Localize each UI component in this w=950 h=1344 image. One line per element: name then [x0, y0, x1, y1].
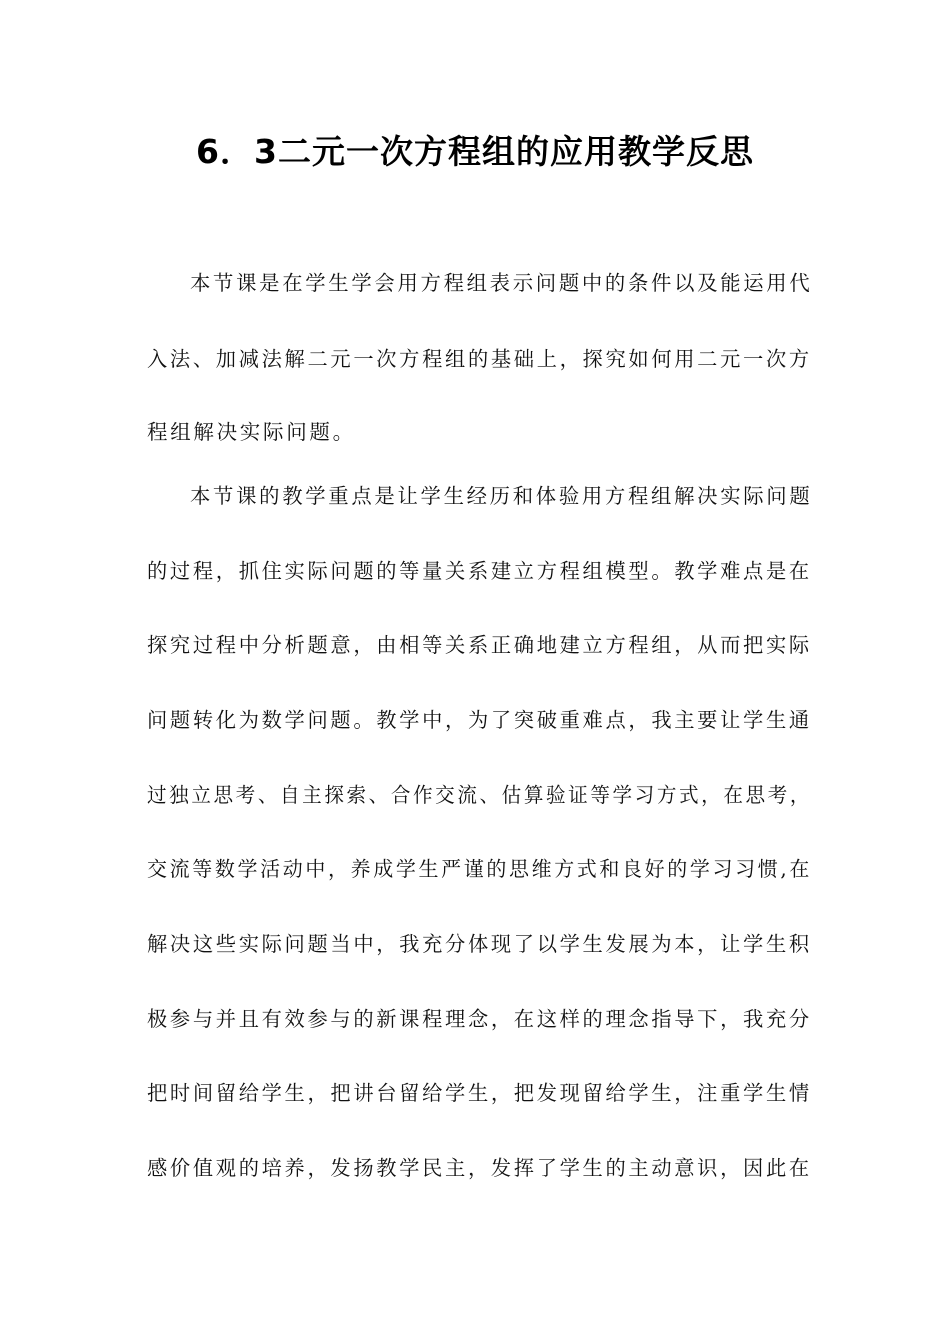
paragraph-line: 极参与并且有效参与的新课程理念，在这样的理念指导下，我充分: [147, 1007, 812, 1031]
paragraph-line: 过独立思考、自主探索、合作交流、估算验证等学习方式，在思考，: [147, 783, 812, 807]
paragraph-line: 问题转化为数学问题。教学中，为了突破重难点，我主要让学生通: [147, 708, 812, 732]
paragraph-line: 交流等数学活动中，养成学生严谨的思维方式和良好的学习习惯,在: [147, 857, 813, 881]
paragraph-line: 感价值观的培养，发扬教学民主，发挥了学生的主动意识，因此在: [147, 1156, 812, 1180]
document-title: 6．3二元一次方程组的应用教学反思: [196, 132, 754, 171]
paragraph-line: 解决这些实际问题当中，我充分体现了以学生发展为本，让学生积: [147, 932, 812, 956]
paragraph-line: 本节课是在学生学会用方程组表示问题中的条件以及能运用代: [190, 271, 813, 295]
paragraph-line: 入法、加减法解二元一次方程组的基础上，探究如何用二元一次方: [147, 347, 812, 371]
paragraph-line: 的过程，抓住实际问题的等量关系建立方程组模型。教学难点是在: [147, 559, 812, 583]
paragraph-line: 本节课的教学重点是让学生经历和体验用方程组解决实际问题: [190, 484, 813, 508]
paragraph-line: 把时间留给学生，把讲台留给学生，把发现留给学生，注重学生情: [147, 1081, 812, 1105]
paragraph-line: 探究过程中分析题意，由相等关系正确地建立方程组，从而把实际: [147, 633, 812, 657]
paragraph-line: 程组解决实际问题。: [147, 420, 356, 444]
